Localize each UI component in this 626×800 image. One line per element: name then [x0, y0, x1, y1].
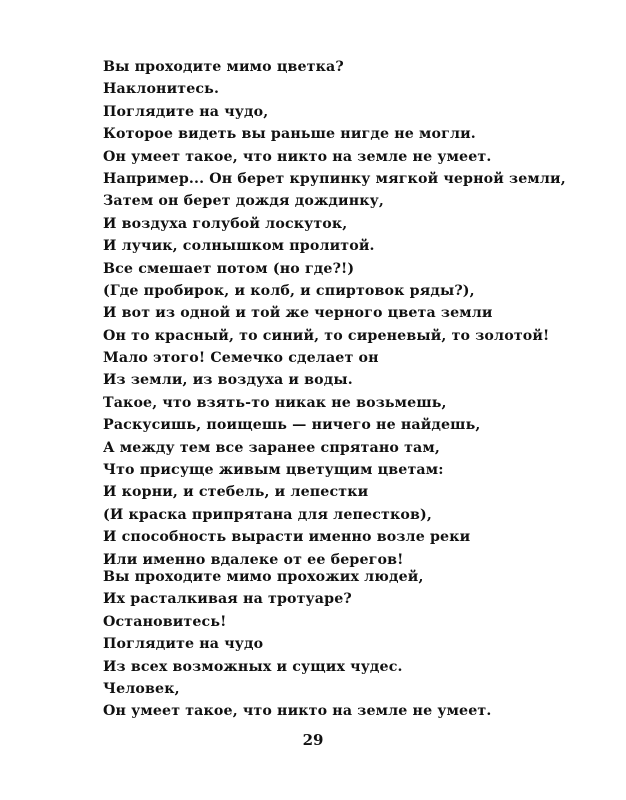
poem-line: Наклонитесь.: [103, 81, 220, 98]
poem-line: И воздуха голубой лоскуток,: [103, 215, 348, 232]
poem-line: Раскусишь, поищешь — ничего не найдешь,: [103, 417, 481, 434]
poem-line: И корни, и стебель, и лепестки: [103, 484, 369, 501]
poem-line: А между тем все заранее спрятано там,: [103, 439, 440, 456]
poem-line: Он умеет такое, что никто на земле не умеет.: [103, 703, 492, 720]
poem-line: Мало этого! Семечко сделает он: [103, 350, 379, 367]
poem-line: Затем он берет дождя дождинку,: [103, 193, 384, 210]
poem-line: И способность вырасти именно возле реки: [103, 529, 471, 546]
poem-line: И вот из одной и той же черного цвета земли: [103, 305, 493, 322]
poem-line: Все смешает потом (но где?!): [103, 260, 355, 277]
poem-line: Поглядите на чудо: [103, 636, 264, 653]
poem-line: Такое, что взять-то никак не возьмешь,: [103, 394, 447, 411]
poem-line: Он то красный, то синий, то сиреневый, то золотой!: [103, 327, 550, 344]
poem-stanza-1: [103, 56, 566, 571]
page-number: 29: [302, 731, 324, 749]
poem-line: Что присуще живым цветущим цветам:: [103, 462, 444, 479]
poem-line: Из всех возможных и сущих чудес.: [103, 658, 403, 675]
poem-line: И лучик, солнышком пролитой.: [103, 238, 375, 255]
poem-line: Поглядите на чудо,: [103, 103, 269, 120]
poem-line: Он умеет такое, что никто на земле не умеет.: [103, 148, 492, 165]
poem-line: Которое видеть вы раньше нигде не могли.: [103, 126, 476, 143]
poem-line: Вы проходите мимо прохожих людей,: [103, 569, 424, 585]
poem-line: (Где пробирок, и колб, и спиртовок ряды?),: [103, 282, 475, 299]
poem-line: Их расталкивая на тротуаре?: [103, 591, 352, 608]
poem-line: Остановитесь!: [103, 613, 227, 630]
poem-line: Или именно вдалеке от ее берегов!: [103, 551, 404, 568]
poem-line: Из земли, из воздуха и воды.: [103, 372, 353, 389]
poem-line: Вы проходите мимо цветка?: [103, 59, 344, 75]
poem-stanza-2: [103, 566, 543, 723]
poem-line: Человек,: [103, 680, 180, 697]
poem-line: (И краска припрятана для лепестков),: [103, 506, 432, 523]
poem-line: Например... Он берет крупинку мягкой черной земли,: [103, 170, 566, 187]
